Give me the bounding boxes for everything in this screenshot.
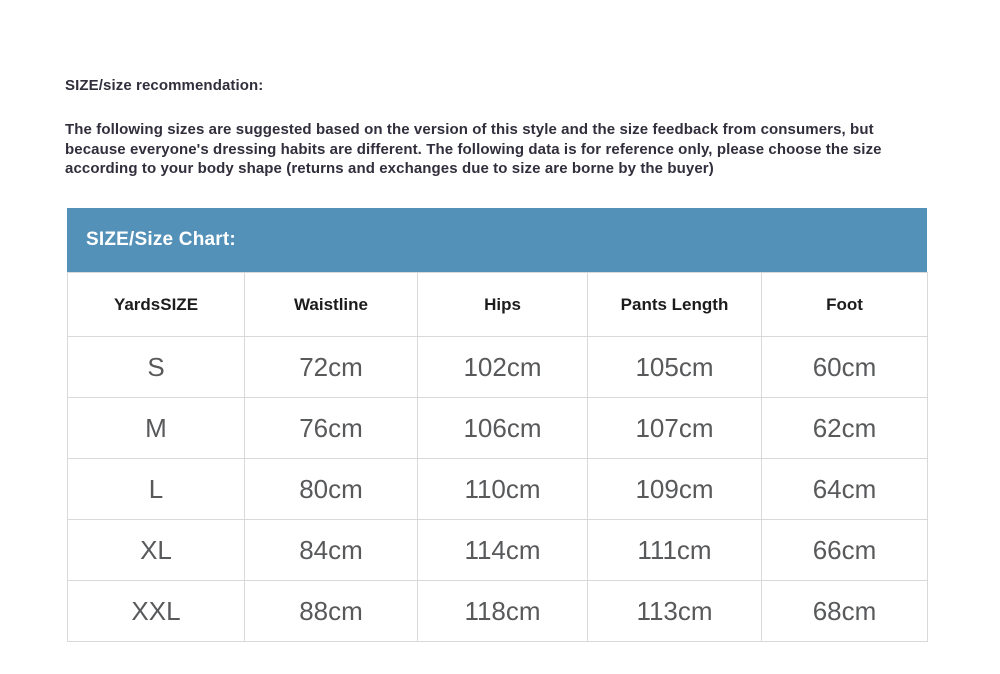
foot-value: 60cm: [762, 337, 928, 398]
table-row-xxl: [68, 581, 928, 642]
waistline-value: 88cm: [245, 581, 418, 642]
foot-value: 66cm: [762, 520, 928, 581]
pants-length-value: 107cm: [588, 398, 762, 459]
hips-value: 114cm: [418, 520, 588, 581]
foot-value: 64cm: [762, 459, 928, 520]
hips-value: 110cm: [418, 459, 588, 520]
pants-length-value: 105cm: [588, 337, 762, 398]
column-header-waistline: Waistline: [245, 273, 418, 337]
table-row-l: [68, 459, 928, 520]
size-label: M: [68, 398, 245, 459]
table-row-m: [68, 398, 928, 459]
size-chart-title: SIZE/Size Chart:: [86, 229, 236, 250]
size-label: S: [68, 337, 245, 398]
table-header-row: [68, 273, 928, 337]
column-header-foot: Foot: [762, 273, 928, 337]
column-header-pants-length: Pants Length: [588, 273, 762, 337]
size-label: XXL: [68, 581, 245, 642]
size-chart-title-band: [67, 208, 927, 272]
hips-value: 106cm: [418, 398, 588, 459]
size-recommendation-heading: SIZE/size recommendation:: [65, 77, 264, 94]
table-row-s: [68, 337, 928, 398]
foot-value: 62cm: [762, 398, 928, 459]
pants-length-value: 113cm: [588, 581, 762, 642]
hips-value: 102cm: [418, 337, 588, 398]
waistline-value: 80cm: [245, 459, 418, 520]
table-row-xl: [68, 520, 928, 581]
size-chart-table: [67, 272, 928, 642]
waistline-value: 72cm: [245, 337, 418, 398]
size-chart-table-container: [67, 272, 927, 642]
column-header-hips: Hips: [418, 273, 588, 337]
size-recommendation-body: The following sizes are suggested based on the version of this style and the size feedback from consumers, but because everyone's dressing habits are different. The following data is for reference only, please choose the size according to your body shape (returns and exchanges due to size are borne by the buyer): [65, 121, 882, 177]
column-header-yardssize: YardsSIZE: [68, 273, 245, 337]
size-label: L: [68, 459, 245, 520]
pants-length-value: 109cm: [588, 459, 762, 520]
waistline-value: 84cm: [245, 520, 418, 581]
size-label: XL: [68, 520, 245, 581]
hips-value: 118cm: [418, 581, 588, 642]
waistline-value: 76cm: [245, 398, 418, 459]
pants-length-value: 111cm: [588, 520, 762, 581]
foot-value: 68cm: [762, 581, 928, 642]
